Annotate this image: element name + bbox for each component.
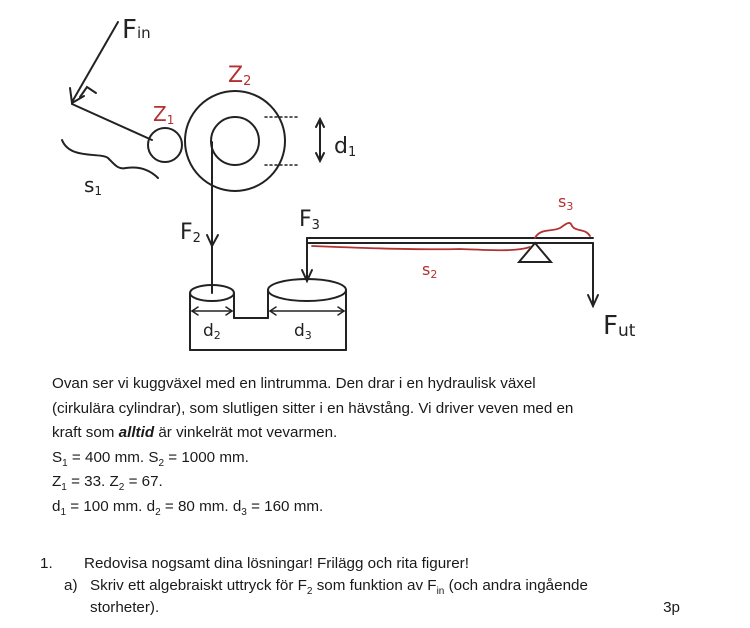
fulcrum (519, 243, 551, 262)
problem-description (52, 372, 722, 519)
emphasis-alltid: alltid (118, 424, 155, 441)
sub-question-a (40, 575, 730, 597)
question-1 (40, 553, 730, 619)
label-d3: d3 (294, 321, 312, 342)
question-number: 1. (40, 555, 53, 572)
z2-gear-outer (185, 91, 285, 191)
crank-arm (72, 104, 152, 140)
description-line-3: kraft som alltid är vinkelrät mot vevarmen. (52, 424, 338, 441)
label-f3: F3 (299, 207, 320, 233)
label-s2: s2 (422, 260, 438, 281)
points-badge: 3p (663, 599, 680, 616)
given-z-values: $Z_1 = 33$. $Z_2 = 67$. (52, 473, 163, 494)
right-angle-mark (80, 87, 96, 97)
label-f2: F2 (180, 220, 201, 246)
s2-red-mark (312, 246, 530, 250)
z2-drum (211, 117, 259, 165)
label-s3: s3 (558, 192, 574, 213)
label-z1: Z1 (153, 102, 175, 127)
label-s1: s1 (84, 173, 103, 198)
given-s-values: $S_1 = 400$ mm. $S_2 = 1000$ mm. (52, 448, 249, 469)
f-in-arrow (72, 22, 118, 102)
label-f-in: Fin (122, 15, 151, 45)
s3-brace (535, 223, 590, 238)
given-d-values: $d_1 = 100$ mm. $d_2 = 80$ mm. $d_3 = 160$ mm. (52, 497, 324, 518)
s1-brace (62, 140, 158, 178)
description-line-2: (cirkulära cylindrar), som slutligen sitter i en hävstång. Vi driver veven med en (52, 399, 574, 417)
sub-question-a-label: a) (64, 577, 78, 594)
label-f-ut: Fut (603, 311, 636, 341)
label-d2: d2 (203, 321, 221, 342)
z1-gear (148, 128, 182, 162)
sub-question-a-line-2: storheter). 3p (40, 597, 730, 619)
sub-question-a-text: Skriv ett algebraiskt uttryck för $F_2$ som funktion av $F_{in}$ (och andra ingående (90, 577, 588, 598)
description-line-1: Ovan ser vi kuggväxel med en lintrumma. Den drar i en hydraulisk växel (52, 375, 536, 392)
label-d1: d1 (334, 134, 357, 160)
question-text: Redovisa nogsamt dina lösningar! Frilägg och rita figurer! (84, 555, 469, 572)
label-z2: Z2 (228, 63, 252, 89)
